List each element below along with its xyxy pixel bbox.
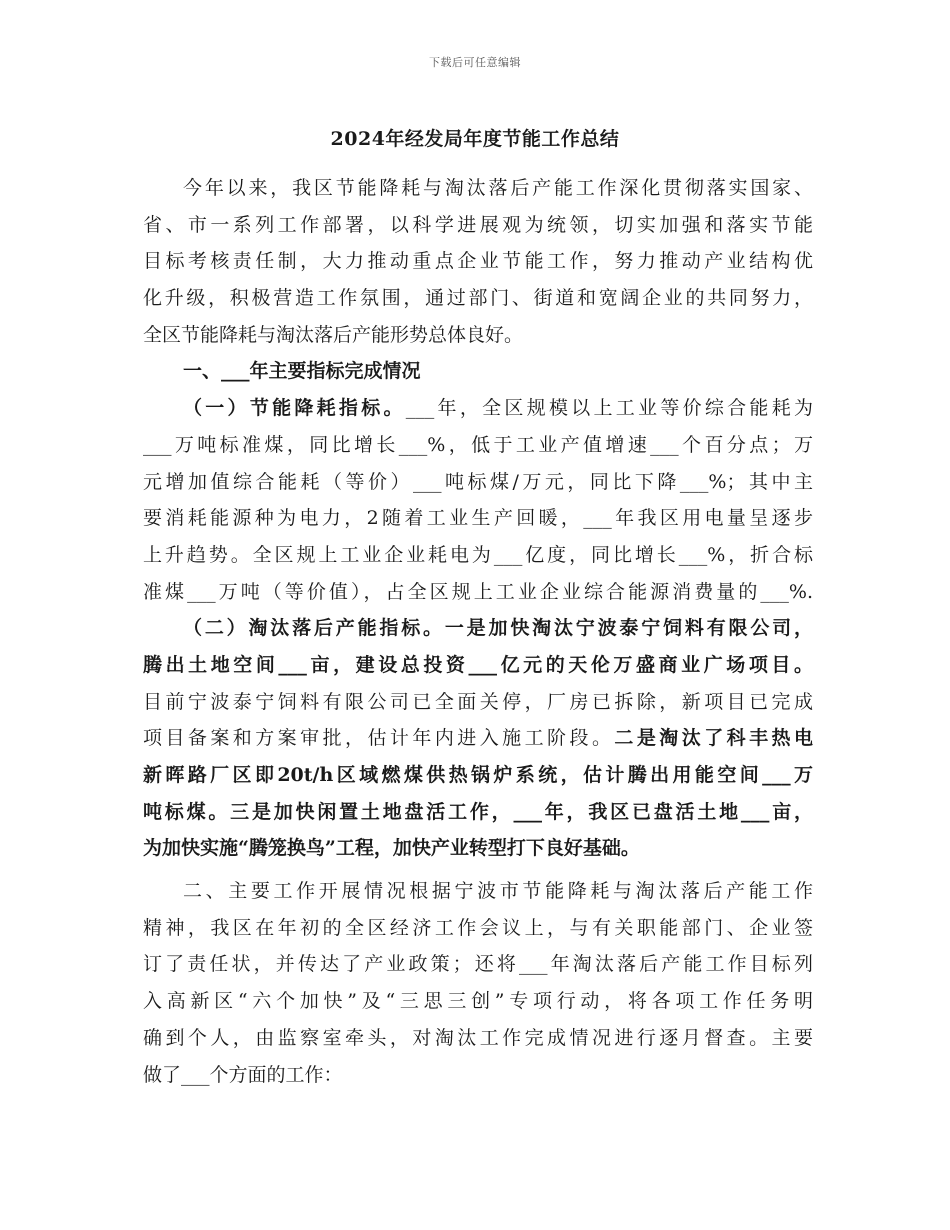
paragraph-line: 为加快实施“腾笼换鸟”工程，加快产业转型打下良好基础。 — [143, 837, 640, 860]
paragraph-line: 做了___个方面的工作： — [143, 1063, 343, 1086]
intro-paragraph — [143, 170, 813, 353]
paragraph-line: 精神，我区在年初的全区经济工作会议上，与有关职能部门、企业签 — [143, 916, 813, 939]
paragraph-line — [143, 720, 813, 757]
document-title: 2024年经发局年度节能工作总结 — [330, 128, 620, 150]
subsection-lead: （一）节能降耗指标。 — [183, 397, 406, 420]
intro-line: 今年以来，我区节能降耗与淘汰落后产能工作深化贯彻落实国家、 — [183, 177, 813, 199]
paragraph-line: 订了责任状，并传达了产业政策；还将___年淘汰落后产能工作目标列 — [143, 953, 813, 976]
paragraph-line: 吨标煤。三是加快闲置土地盘活工作，___年，我区已盘活土地___亩， — [143, 800, 813, 823]
paragraph-line: 确到个人，由监察室牵头，对淘汰工作完成情况进行逐月督查。主要 — [143, 1026, 813, 1049]
document-body — [143, 170, 813, 1093]
paragraph-line: 入高新区“六个加快”及“三思三创”专项行动，将各项工作任务明 — [143, 990, 813, 1013]
paragraph-line: 目前宁波泰宁饲料有限公司已全面关停，厂房已拆除，新项目已完成 — [143, 690, 813, 713]
paragraph-line: 二、主要工作开展情况根据宁波市节能降耗与淘汰落后产能工作 — [183, 880, 813, 903]
intro-line: 省、市一系列工作部署，以科学进展观为统领，切实加强和落实节能 — [143, 213, 813, 236]
intro-line: 化升级，积极营造工作氛围，通过部门、街道和宽阔企业的共同努力， — [143, 287, 813, 310]
paragraph-line: 要消耗能源种为电力，2随着工业生产回暖，___年我区用电量呈逐步 — [143, 507, 813, 530]
paragraph-line: （二）淘汰落后产能指标。一是加快淘汰宁波泰宁饲料有限公司， — [183, 617, 813, 640]
intro-line: 目标考核责任制，大力推动重点企业节能工作，努力推动产业结构优 — [143, 250, 813, 273]
paragraph-line: 准煤___万吨（等价值），占全区规上工业企业综合能源消费量的___%. — [143, 580, 813, 603]
line-text: ___年，全区规模以上工业等价综合能耗为 — [405, 397, 813, 420]
paragraph-line: 新晖路厂区即20t/h区域燃煤供热锅炉系统，估计腾出用能空间___万 — [143, 764, 813, 786]
paragraph-line: 元增加值综合能耗（等价）___吨标煤/万元，同比下降___%；其中主 — [143, 470, 813, 493]
intro-line: 全区节能降耗与淘汰落后产能形势总体良好。 — [143, 323, 524, 346]
capacity-elimination-paragraph — [143, 610, 813, 867]
line-text-bold: 二是淘汰了科丰热电 — [614, 727, 813, 750]
paragraph-line — [143, 390, 813, 427]
paragraph-line: 上升趋势。全区规上工业企业耗电为___亿度，同比增长___%，折合标 — [143, 543, 813, 566]
section-heading: 一、___年主要指标完成情况 — [183, 360, 421, 383]
line-text: 项目备案和方案审批，估计年内进入施工阶段。 — [143, 727, 615, 750]
work-overview-paragraph — [143, 873, 813, 1093]
paragraph-line: 腾出土地空间___亩，建设总投资___亿元的天伦万盛商业广场项目。 — [143, 653, 813, 676]
energy-indicators-paragraph — [143, 390, 813, 610]
page-header-note: 下载后可任意编辑 — [429, 56, 521, 69]
paragraph-line: ___万吨标准煤，同比增长___%，低于工业产值增速___个百分点；万 — [143, 433, 813, 456]
